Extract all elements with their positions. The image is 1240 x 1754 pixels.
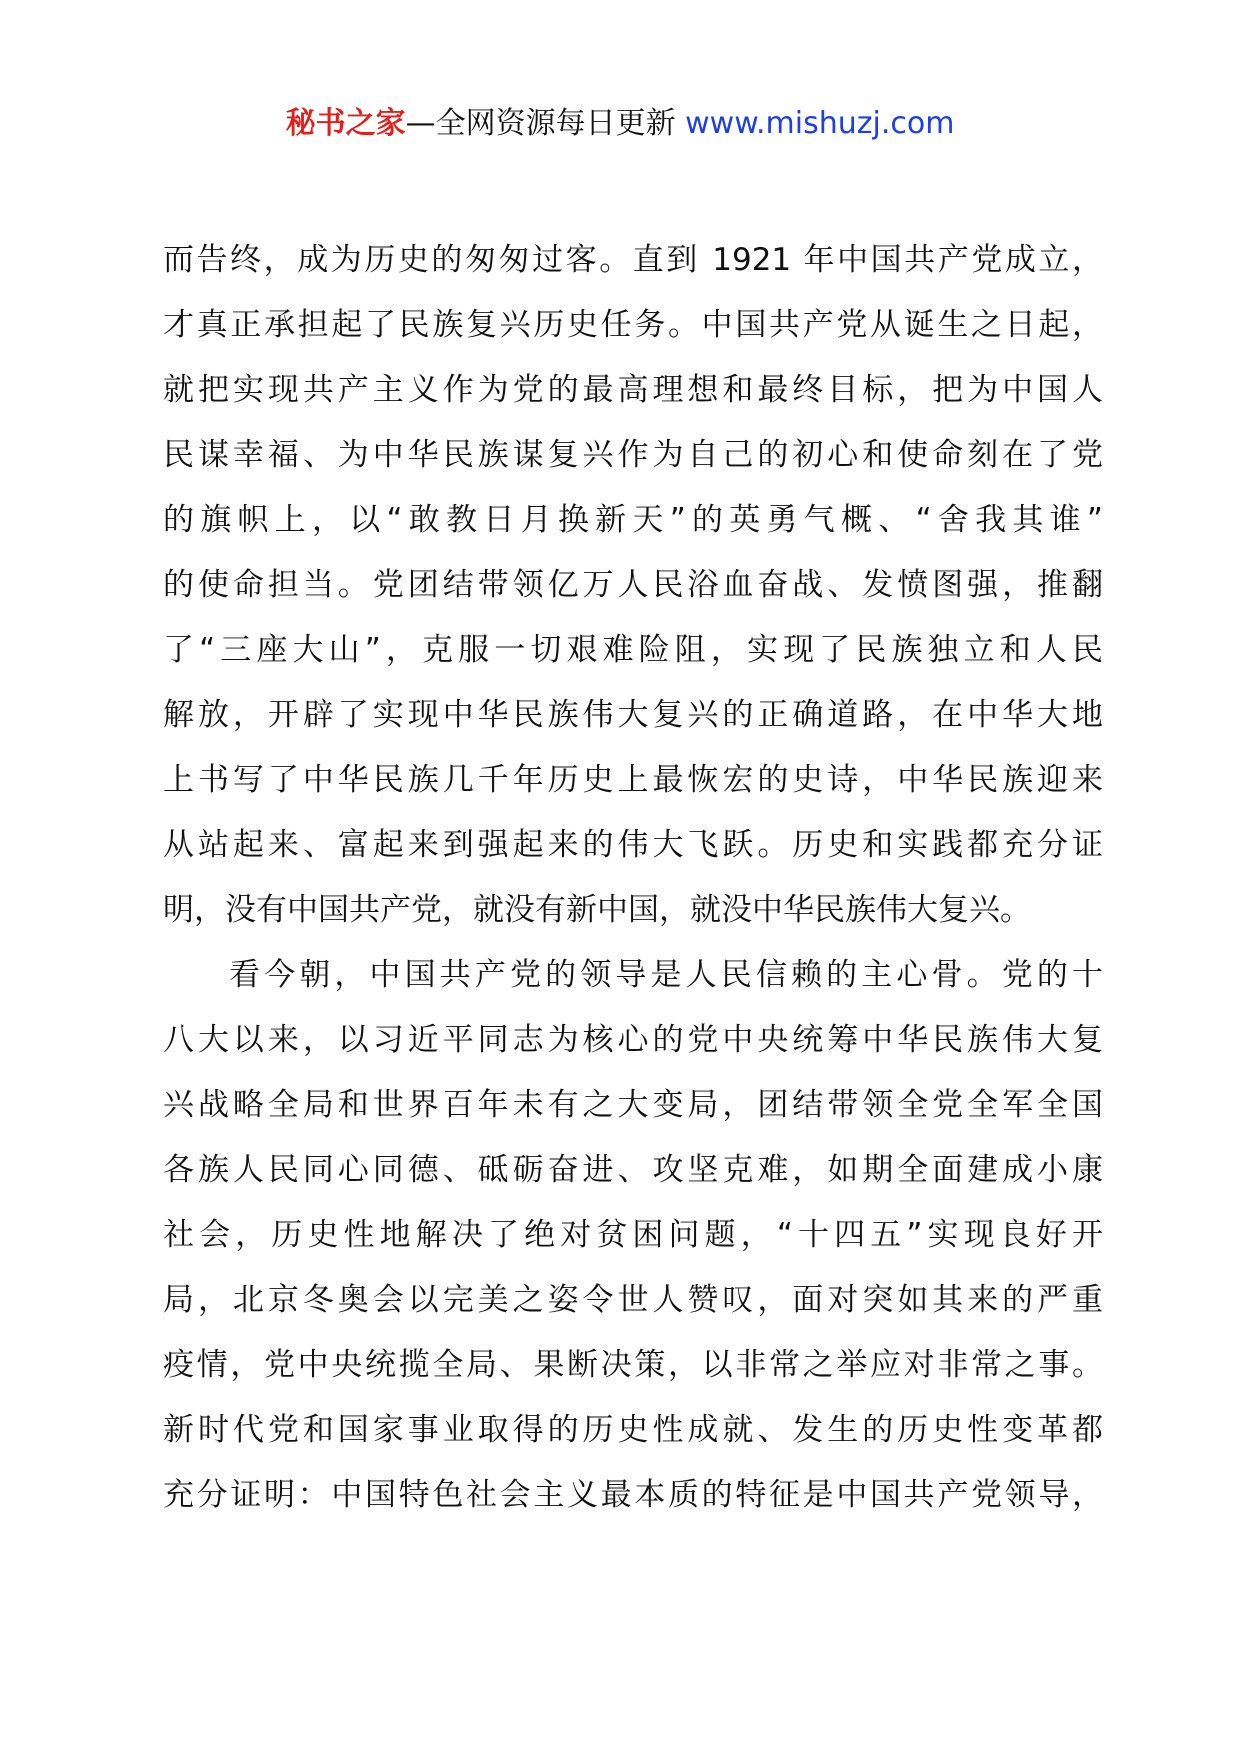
text-line: 社会，历史性地解决了绝对贫困问题，“十四五”实现良好开 bbox=[163, 1217, 1103, 1253]
text-line: 各族人民同心同德、砥砺奋进、攻坚克难，如期全面建成小康 bbox=[163, 1152, 1103, 1188]
text-line: 解放，开辟了实现中华民族伟大复兴的正确道路，在中华大地 bbox=[163, 697, 1103, 733]
text-line: 的使命担当。党团结带领亿万人民浴血奋战、发愤图强，推翻 bbox=[163, 567, 1103, 603]
text-line: 看今朝，中国共产党的领导是人民信赖的主心骨。党的十 bbox=[229, 957, 1103, 993]
site-url-link[interactable]: www.mishuzj.com bbox=[685, 106, 955, 141]
text-line: 充分证明：中国特色社会主义最本质的特征是中国共产党领导， bbox=[163, 1477, 1103, 1513]
site-header bbox=[0, 104, 1240, 144]
text-line: 疫情，党中央统揽全局、果断决策，以非常之举应对非常之事。 bbox=[163, 1347, 1103, 1383]
text-line: 而告终，成为历史的匆匆过客。直到 1921 年中国共产党成立， bbox=[163, 242, 1103, 278]
text-line: 了“三座大山”，克服一切艰难险阻，实现了民族独立和人民 bbox=[163, 632, 1103, 668]
text-line: 新时代党和国家事业取得的历史性成就、发生的历史性变革都 bbox=[163, 1412, 1103, 1448]
text-line: 的旗帜上，以“敢教日月换新天”的英勇气概、“舍我其谁” bbox=[163, 502, 1103, 538]
text-line: 八大以来，以习近平同志为核心的党中央统筹中华民族伟大复 bbox=[163, 1022, 1103, 1058]
text-line: 就把实现共产主义作为党的最高理想和最终目标，把为中国人 bbox=[163, 372, 1103, 408]
text-line: 局，北京冬奥会以完美之姿令世人赞叹，面对突如其来的严重 bbox=[163, 1282, 1103, 1318]
text-line: 兴战略全局和世界百年未有之大变局，团结带领全党全军全国 bbox=[163, 1087, 1103, 1123]
text-line: 明，没有中国共产党，就没有新中国，就没中华民族伟大复兴。 bbox=[163, 892, 1031, 928]
text-line: 民谋幸福、为中华民族谋复兴作为自己的初心和使命刻在了党 bbox=[163, 437, 1103, 473]
text-line: 上书写了中华民族几千年历史上最恢宏的史诗，中华民族迎来 bbox=[163, 762, 1103, 798]
text-line: 才真正承担起了民族复兴历史任务。中国共产党从诞生之日起， bbox=[163, 307, 1103, 343]
brand-name: 秘书之家 bbox=[285, 106, 406, 141]
body-text bbox=[163, 228, 1103, 1528]
text-line: 从站起来、富起来到强起来的伟大飞跃。历史和实践都充分证 bbox=[163, 827, 1103, 863]
header-tagline: —全网资源每日更新 bbox=[405, 106, 686, 141]
